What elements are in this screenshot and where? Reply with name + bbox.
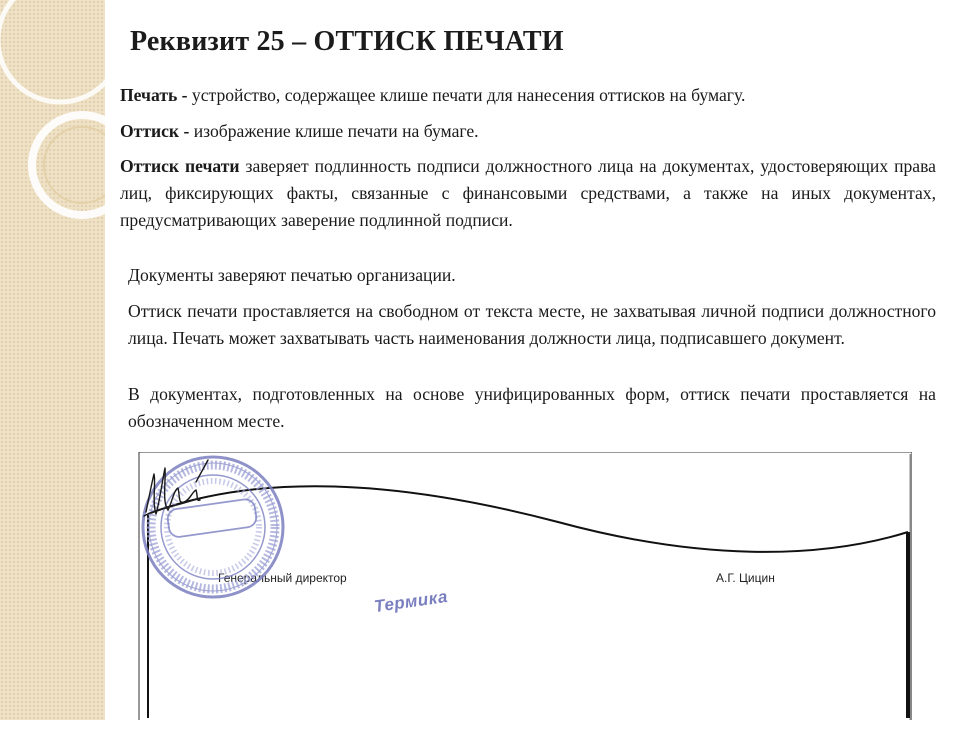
definition-imprint-usage-text: заверяет подлинность подписи должностного лица на документах, удостоверяющих права лиц, фиксирующих факты, связанные с финансовыми средствами, а также на иных документах, предусматривающих заверение подлинной подписи. xyxy=(120,156,936,230)
decorative-sidebar xyxy=(0,0,105,720)
decorative-circles xyxy=(0,0,105,720)
definition-seal xyxy=(120,82,940,109)
rule-paragraph-3: В документах, подготовленных на основе унифицированных форм, оттиск печати проставляется на обозначенном месте. xyxy=(128,384,936,431)
definition-imprint xyxy=(120,118,940,145)
signer-position: Генеральный директор xyxy=(218,571,347,585)
stamp-brand-label: Термика xyxy=(372,586,449,617)
page-title: Реквизит 25 – ОТТИСК ПЕЧАТИ xyxy=(130,26,564,57)
rule-paragraph-1: Документы заверяют печатью организации. xyxy=(128,265,456,285)
rule-paragraph-2: Оттиск печати проставляется на свободном от текста месте, не захватывая личной подписи должностного лица. Печать может захватывать часть наименования должности лица, подписавшего документ. xyxy=(128,301,936,348)
definition-imprint-usage xyxy=(120,153,936,234)
term-imprint-usage: Оттиск печати xyxy=(120,156,240,176)
term-imprint: Оттиск - xyxy=(120,121,190,141)
signer-name: А.Г. Цицин xyxy=(716,571,775,585)
handwritten-signature xyxy=(138,452,218,532)
term-seal: Печать - xyxy=(120,85,188,105)
document-sample-figure xyxy=(138,452,912,732)
definition-seal-text: устройство, содержащее клише печати для нанесения оттисков на бумагу. xyxy=(187,85,746,105)
definition-imprint-text: изображение клише печати на бумаге. xyxy=(189,121,479,141)
